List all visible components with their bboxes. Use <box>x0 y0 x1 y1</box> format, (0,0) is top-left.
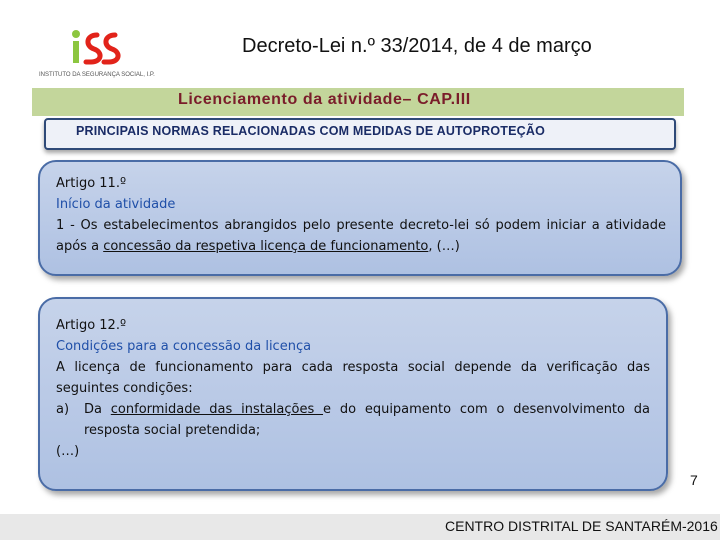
footer-text: CENTRO DISTRITAL DE SANTARÉM-2016 <box>445 518 718 534</box>
item-a-marker: a) <box>56 402 70 417</box>
normas-heading: PRINCIPAIS NORMAS RELACIONADAS COM MEDIDAS DE AUTOPROTEÇÃO <box>76 124 546 138</box>
artigo-12-subtitle: Condições para a concessão da licença <box>56 339 312 354</box>
page-title: Decreto-Lei n.º 33/2014, de 4 de março <box>242 35 592 57</box>
artigo-11-content <box>56 173 666 257</box>
item-a-underlined: conformidade das instalações <box>110 402 324 417</box>
artigo-12-content <box>56 315 650 462</box>
artigo-12-ellipsis: (…) <box>56 444 80 459</box>
iss-logo <box>34 10 164 80</box>
page-number: 7 <box>690 472 698 488</box>
artigo-12-heading: Artigo 12.º <box>56 318 127 333</box>
item-a-pre: Da <box>84 402 111 417</box>
logo-subtitle: INSTITUTO DA SEGURANÇA SOCIAL, I.P. <box>39 72 155 78</box>
artigo-11-heading: Artigo 11.º <box>56 176 127 191</box>
section-banner-text: Licenciamento da atividade– CAP.III <box>178 91 471 108</box>
artigo-11-subtitle: Início da atividade <box>56 197 176 212</box>
artigo-11-underlined: concessão da respetiva licença de funcionamento <box>103 239 429 254</box>
item-a-post: e do equipamento com o desenvolvimento da resposta social pretendida; <box>84 402 650 438</box>
artigo-12-paragraph: A licença de funcionamento para cada resposta social depende da verificação das seguintes condições: <box>56 360 650 396</box>
artigo-11-text-end: , (…) <box>428 239 460 254</box>
iss-logo-graphic <box>34 10 164 80</box>
artigo-12-item-a <box>56 399 650 441</box>
artigo-11-text: 1 - Os estabelecimentos abrangidos pelo presente decreto-lei só podem iniciar a atividade após a <box>56 218 666 254</box>
artigo-11-paragraph <box>56 215 666 257</box>
